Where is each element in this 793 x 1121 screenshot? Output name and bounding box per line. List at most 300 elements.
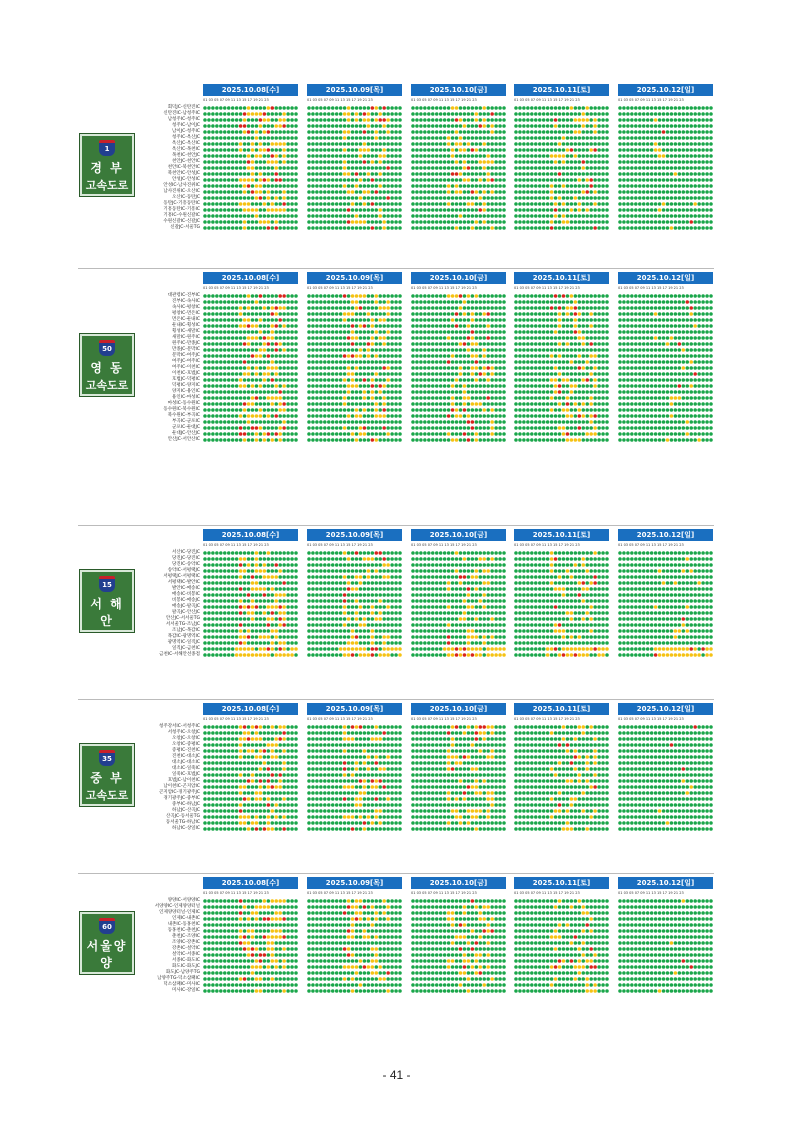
- traffic-dot: [638, 184, 642, 188]
- route-type: 고속도로: [85, 379, 129, 392]
- traffic-dot: [398, 300, 402, 304]
- traffic-dot: [459, 214, 463, 218]
- traffic-dot: [498, 354, 502, 358]
- traffic-dot: [471, 420, 475, 424]
- traffic-dot: [689, 184, 693, 188]
- traffic-dot: [447, 372, 451, 376]
- traffic-dot: [705, 124, 709, 128]
- traffic-dot: [701, 136, 705, 140]
- traffic-dot: [482, 318, 486, 322]
- traffic-dot: [319, 432, 323, 436]
- traffic-dot: [566, 178, 570, 182]
- traffic-dot: [443, 196, 447, 200]
- traffic-dot: [582, 208, 586, 212]
- traffic-dot: [522, 142, 526, 146]
- traffic-dot: [247, 360, 251, 364]
- traffic-dot: [618, 196, 622, 200]
- traffic-dot: [518, 324, 522, 328]
- traffic-dot: [294, 172, 298, 176]
- traffic-dot: [382, 166, 386, 170]
- traffic-dot: [550, 142, 554, 146]
- traffic-dot: [550, 208, 554, 212]
- traffic-dot: [534, 426, 538, 430]
- traffic-dot: [367, 402, 371, 406]
- traffic-dot: [482, 408, 486, 412]
- traffic-dot: [390, 372, 394, 376]
- traffic-dot: [634, 172, 638, 176]
- traffic-dot: [701, 124, 705, 128]
- traffic-dot: [207, 378, 211, 382]
- traffic-dot: [451, 378, 455, 382]
- traffic-dot: [514, 402, 518, 406]
- traffic-dot: [211, 130, 215, 134]
- traffic-dot: [578, 312, 582, 316]
- traffic-dot: [494, 214, 498, 218]
- traffic-dot: [203, 148, 207, 152]
- traffic-dot: [294, 336, 298, 340]
- traffic-dot: [638, 190, 642, 194]
- traffic-dot: [211, 106, 215, 110]
- traffic-dot: [546, 426, 550, 430]
- traffic-dot: [311, 214, 315, 218]
- traffic-dot: [570, 160, 574, 164]
- traffic-dot: [589, 294, 593, 298]
- traffic-dot: [339, 208, 343, 212]
- traffic-dot: [247, 432, 251, 436]
- traffic-dot: [542, 136, 546, 140]
- traffic-dot: [439, 366, 443, 370]
- traffic-dot: [585, 318, 589, 322]
- traffic-dot: [315, 112, 319, 116]
- traffic-dot: [239, 300, 243, 304]
- traffic-dot: [494, 202, 498, 206]
- traffic-dot: [546, 106, 550, 110]
- traffic-dot: [593, 432, 597, 436]
- traffic-dot: [634, 106, 638, 110]
- segment-label: 여주IC-이천IC: [172, 365, 200, 370]
- traffic-dot: [479, 306, 483, 310]
- traffic-dot: [278, 184, 282, 188]
- traffic-dot: [705, 142, 709, 146]
- traffic-dot: [378, 190, 382, 194]
- traffic-dot: [486, 432, 490, 436]
- traffic-dot: [686, 190, 690, 194]
- traffic-dot: [538, 196, 542, 200]
- traffic-dot: [427, 294, 431, 298]
- traffic-dot: [431, 318, 435, 322]
- traffic-dot: [638, 154, 642, 158]
- traffic-dot: [307, 160, 311, 164]
- traffic-dot: [467, 378, 471, 382]
- traffic-dot: [263, 378, 267, 382]
- traffic-dot: [274, 384, 278, 388]
- traffic-dot: [271, 190, 275, 194]
- traffic-dot: [443, 360, 447, 364]
- traffic-dot: [363, 426, 367, 430]
- traffic-dot: [550, 112, 554, 116]
- traffic-dot: [550, 130, 554, 134]
- traffic-dot: [427, 208, 431, 212]
- traffic-dot: [463, 294, 467, 298]
- traffic-dot: [235, 118, 239, 122]
- traffic-dot: [498, 208, 502, 212]
- traffic-dot: [578, 184, 582, 188]
- traffic-dot: [423, 118, 427, 122]
- traffic-dot: [686, 124, 690, 128]
- traffic-dot: [550, 214, 554, 218]
- traffic-dot: [274, 372, 278, 376]
- traffic-dot: [327, 184, 331, 188]
- traffic-dot: [339, 348, 343, 352]
- traffic-dot: [286, 366, 290, 370]
- traffic-dot: [554, 372, 558, 376]
- traffic-dot: [502, 106, 506, 110]
- traffic-dot: [331, 160, 335, 164]
- traffic-dot: [419, 324, 423, 328]
- traffic-dot: [347, 330, 351, 334]
- traffic-dot: [570, 408, 574, 412]
- traffic-dot: [494, 130, 498, 134]
- traffic-dot: [378, 160, 382, 164]
- traffic-dot: [394, 390, 398, 394]
- traffic-dot: [518, 432, 522, 436]
- traffic-dot: [459, 390, 463, 394]
- traffic-dot: [562, 366, 566, 370]
- traffic-dot: [479, 372, 483, 376]
- traffic-dot: [431, 432, 435, 436]
- traffic-dot: [394, 432, 398, 436]
- traffic-dot: [319, 142, 323, 146]
- traffic-dot: [705, 136, 709, 140]
- traffic-dot: [363, 294, 367, 298]
- traffic-dot: [307, 384, 311, 388]
- traffic-dot: [223, 214, 227, 218]
- traffic-dot: [311, 112, 315, 116]
- traffic-dot: [290, 348, 294, 352]
- traffic-dot: [582, 166, 586, 170]
- traffic-dot: [431, 420, 435, 424]
- traffic-dot: [662, 148, 666, 152]
- traffic-dot: [463, 166, 467, 170]
- traffic-dot: [618, 190, 622, 194]
- traffic-dot: [398, 306, 402, 310]
- traffic-dot: [231, 354, 235, 358]
- traffic-dot: [585, 438, 589, 442]
- traffic-dot: [231, 178, 235, 182]
- traffic-dot: [490, 184, 494, 188]
- traffic-dot: [339, 118, 343, 122]
- traffic-dot: [359, 190, 363, 194]
- traffic-dot: [626, 118, 630, 122]
- traffic-dot: [435, 372, 439, 376]
- traffic-dot: [378, 166, 382, 170]
- traffic-dot: [207, 148, 211, 152]
- traffic-dot: [650, 142, 654, 146]
- traffic-dot: [274, 184, 278, 188]
- traffic-dot: [566, 196, 570, 200]
- traffic-dot: [290, 438, 294, 442]
- traffic-dot: [335, 214, 339, 218]
- traffic-dot: [339, 336, 343, 340]
- traffic-dot: [423, 336, 427, 340]
- traffic-dot: [251, 330, 255, 334]
- traffic-dot: [339, 172, 343, 176]
- traffic-dot: [682, 220, 686, 224]
- traffic-dot: [203, 184, 207, 188]
- traffic-dot: [530, 342, 534, 346]
- traffic-dot: [447, 342, 451, 346]
- traffic-dot: [259, 294, 263, 298]
- traffic-dot: [427, 148, 431, 152]
- traffic-dot: [343, 348, 347, 352]
- traffic-dot: [398, 214, 402, 218]
- traffic-dot: [550, 378, 554, 382]
- traffic-dot: [498, 414, 502, 418]
- traffic-dot: [601, 148, 605, 152]
- traffic-dot: [231, 402, 235, 406]
- traffic-dot: [678, 124, 682, 128]
- traffic-dot: [666, 112, 670, 116]
- traffic-dot: [459, 372, 463, 376]
- traffic-dot: [311, 354, 315, 358]
- traffic-dot: [605, 124, 609, 128]
- traffic-dot: [546, 438, 550, 442]
- traffic-dot: [605, 166, 609, 170]
- traffic-dot: [311, 366, 315, 370]
- traffic-dot: [263, 300, 267, 304]
- traffic-dot: [215, 118, 219, 122]
- traffic-dot: [490, 160, 494, 164]
- traffic-dot: [498, 148, 502, 152]
- traffic-dot: [486, 438, 490, 442]
- traffic-dot: [274, 142, 278, 146]
- traffic-dot: [343, 172, 347, 176]
- traffic-dot: [490, 106, 494, 110]
- traffic-dot: [597, 214, 601, 218]
- traffic-dot: [323, 384, 327, 388]
- traffic-dot: [570, 226, 574, 230]
- traffic-dot: [386, 202, 390, 206]
- traffic-dot: [502, 226, 506, 230]
- traffic-dot: [566, 160, 570, 164]
- traffic-dot: [486, 348, 490, 352]
- traffic-dot: [582, 112, 586, 116]
- traffic-dot: [601, 196, 605, 200]
- traffic-dot: [382, 390, 386, 394]
- traffic-dot: [211, 378, 215, 382]
- traffic-dot: [423, 318, 427, 322]
- traffic-dot: [203, 402, 207, 406]
- traffic-dot: [526, 166, 530, 170]
- traffic-dot: [486, 402, 490, 406]
- traffic-dot: [601, 112, 605, 116]
- traffic-dot: [459, 172, 463, 176]
- traffic-dot: [343, 300, 347, 304]
- traffic-dot: [243, 366, 247, 370]
- traffic-dot: [411, 214, 415, 218]
- traffic-dot: [231, 336, 235, 340]
- traffic-dot: [597, 208, 601, 212]
- traffic-dot: [347, 402, 351, 406]
- traffic-dot: [526, 402, 530, 406]
- traffic-dot: [335, 184, 339, 188]
- traffic-dot: [215, 154, 219, 158]
- traffic-dot: [331, 384, 335, 388]
- traffic-dot: [459, 160, 463, 164]
- traffic-dot: [570, 154, 574, 158]
- traffic-dot: [247, 220, 251, 224]
- traffic-dot: [439, 402, 443, 406]
- traffic-dot: [542, 372, 546, 376]
- traffic-dot: [642, 196, 646, 200]
- traffic-dot: [311, 402, 315, 406]
- traffic-dot: [327, 148, 331, 152]
- traffic-dot: [427, 124, 431, 128]
- traffic-dot: [215, 196, 219, 200]
- traffic-dot: [554, 354, 558, 358]
- traffic-dot: [550, 136, 554, 140]
- traffic-dot: [447, 112, 451, 116]
- traffic-dot: [622, 226, 626, 230]
- traffic-dot: [538, 208, 542, 212]
- traffic-dot: [578, 136, 582, 140]
- traffic-dot: [247, 184, 251, 188]
- traffic-dot: [463, 348, 467, 352]
- traffic-dot: [589, 202, 593, 206]
- traffic-dot: [451, 408, 455, 412]
- traffic-dot: [658, 208, 662, 212]
- traffic-dot: [522, 184, 526, 188]
- traffic-dot: [546, 190, 550, 194]
- traffic-dot: [646, 208, 650, 212]
- traffic-dot: [534, 124, 538, 128]
- traffic-dot: [239, 396, 243, 400]
- traffic-dot: [670, 208, 674, 212]
- traffic-dot: [359, 324, 363, 328]
- traffic-dot: [290, 420, 294, 424]
- traffic-dot: [203, 348, 207, 352]
- traffic-dot: [538, 190, 542, 194]
- traffic-dot: [439, 118, 443, 122]
- traffic-dot: [227, 118, 231, 122]
- traffic-dot: [642, 172, 646, 176]
- traffic-dot: [522, 112, 526, 116]
- traffic-dot: [363, 402, 367, 406]
- traffic-dot: [443, 432, 447, 436]
- traffic-dot: [705, 202, 709, 206]
- traffic-dot: [514, 202, 518, 206]
- traffic-dot: [382, 396, 386, 400]
- traffic-dot: [538, 384, 542, 388]
- traffic-dot: [701, 106, 705, 110]
- traffic-dot: [315, 396, 319, 400]
- traffic-dot: [550, 396, 554, 400]
- traffic-dot: [274, 300, 278, 304]
- traffic-dot: [697, 130, 701, 134]
- traffic-dot: [471, 324, 475, 328]
- traffic-dot: [634, 136, 638, 140]
- traffic-dot: [439, 184, 443, 188]
- traffic-dot: [562, 432, 566, 436]
- traffic-dot: [475, 178, 479, 182]
- traffic-dot: [259, 432, 263, 436]
- traffic-dot: [247, 372, 251, 376]
- traffic-dot: [255, 190, 259, 194]
- traffic-dot: [427, 130, 431, 134]
- traffic-dot: [378, 342, 382, 346]
- traffic-dot: [243, 420, 247, 424]
- traffic-dot: [589, 196, 593, 200]
- traffic-dot: [605, 432, 609, 436]
- traffic-dot: [247, 208, 251, 212]
- traffic-dot: [294, 166, 298, 170]
- traffic-dot: [646, 190, 650, 194]
- traffic-dot: [419, 348, 423, 352]
- traffic-dot: [415, 378, 419, 382]
- traffic-dot: [255, 414, 259, 418]
- traffic-dot: [709, 202, 713, 206]
- traffic-dot: [315, 372, 319, 376]
- traffic-dot: [439, 124, 443, 128]
- traffic-dot: [558, 354, 562, 358]
- traffic-dot: [459, 360, 463, 364]
- traffic-dot: [562, 160, 566, 164]
- traffic-dot: [223, 336, 227, 340]
- traffic-dot: [597, 402, 601, 406]
- traffic-dot: [658, 142, 662, 146]
- traffic-dot: [227, 372, 231, 376]
- traffic-dot: [498, 432, 502, 436]
- traffic-dot: [689, 178, 693, 182]
- traffic-dot: [359, 378, 363, 382]
- traffic-dot: [243, 136, 247, 140]
- traffic-dot: [315, 294, 319, 298]
- traffic-dot: [626, 226, 630, 230]
- traffic-dot: [251, 184, 255, 188]
- traffic-dot: [467, 324, 471, 328]
- traffic-dot: [319, 402, 323, 406]
- traffic-dot: [223, 196, 227, 200]
- traffic-dot: [686, 148, 690, 152]
- traffic-dot: [455, 372, 459, 376]
- traffic-dot: [251, 348, 255, 352]
- traffic-dot: [367, 106, 371, 110]
- traffic-dot: [554, 112, 558, 116]
- traffic-dot: [554, 378, 558, 382]
- traffic-dot: [419, 432, 423, 436]
- traffic-dot: [294, 306, 298, 310]
- traffic-dot: [394, 196, 398, 200]
- traffic-dot: [235, 396, 239, 400]
- traffic-dot: [398, 202, 402, 206]
- traffic-dot: [239, 336, 243, 340]
- traffic-dot: [550, 390, 554, 394]
- traffic-dot: [475, 360, 479, 364]
- traffic-dot: [375, 324, 379, 328]
- traffic-dot: [243, 402, 247, 406]
- traffic-dot: [390, 220, 394, 224]
- traffic-dot: [371, 148, 375, 152]
- traffic-dot: [431, 106, 435, 110]
- traffic-dot: [550, 426, 554, 430]
- traffic-dot: [378, 196, 382, 200]
- traffic-dot: [589, 112, 593, 116]
- traffic-dot: [459, 124, 463, 128]
- traffic-dot: [311, 178, 315, 182]
- traffic-dot: [526, 306, 530, 310]
- traffic-dot: [634, 118, 638, 122]
- traffic-dot: [343, 118, 347, 122]
